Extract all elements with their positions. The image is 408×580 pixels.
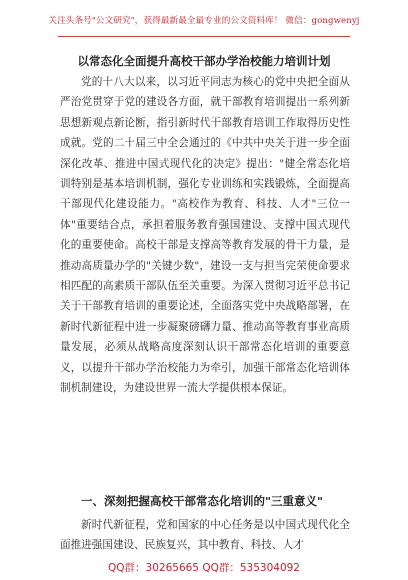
header-divider [58, 36, 350, 37]
header-promo-note: 关注头条号"公文研究"，获得最新最全最专业的公文资料库！ 微信：gongwenyj [48, 16, 360, 26]
document-title: 以常态化全面提升高校干部办学治校能力培训计划 [77, 54, 331, 68]
body-paragraph-2: 新时代新征程，党和国家的中心任务是以中国式现代化全面推进强国建设、民族复兴，其中教育、科技、人才 [60, 519, 350, 552]
body-paragraph-1: 党的十八大以来，以习近平同志为核心的党中央把全面从严治党贯穿于党的建设各方面，就干部教育培训提出一系列新思想新观点新论断，指引新时代干部教育培训工作取得历史性成就。党的二十届三中全会通过的《中共中央关于进一步全面深化改革、推进中国式现代化的决定》提出："健全常态化培训特别是基本培训机制，强化专业训练和实践锻炼，全面提高干部现代化建设能力。"高校作为教育、科技、人才"三位一体"重要结合点，承担着服务教育强国建设、支撑中国式现代化的重要使命。高校干部是支撑高等教育发展的骨干力量，是推动高质量办学的"关键少数"，建设一支与担当完荣使命要求相匹配的高素质干部队伍至关重要。为深入贯彻习近平总书记关于干部教育培训的重要论述，全面落实党中央战略部署，在新时代新征程中进一步凝聚磅礴力量、推动高等教育事业高质量发展，必须从战略高度深刻认识干部常态化培训的重要意义，以提升干部办学治校能力为牵引，加强干部常态化培训体制机制建设，为建设世界一流大学提供根本保证。 [60, 76, 350, 395]
footer-qq-groups: QQ群：30265665 QQ群：535304092 [108, 562, 300, 574]
section-heading-1: 一、深刻把握高校干部常态化培训的"三重意义" [81, 494, 323, 508]
